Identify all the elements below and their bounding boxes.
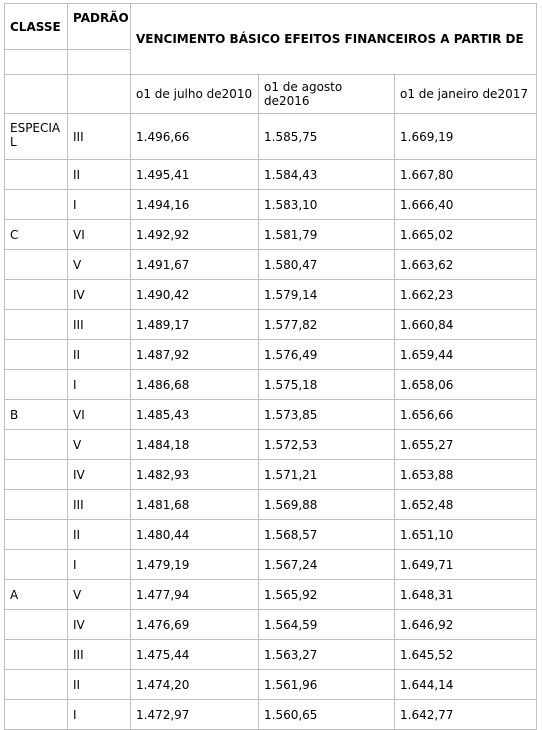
- date-header-2010: o1 de julho de2010: [131, 75, 259, 114]
- value-2010-cell: 1.475,44: [131, 640, 259, 670]
- value-2017-cell: 1.642,77: [395, 700, 537, 730]
- table-row: [5, 160, 537, 190]
- classe-cell: [5, 550, 68, 580]
- value-2016-cell: 1.560,65: [259, 700, 395, 730]
- classe-cell: [5, 460, 68, 490]
- table-row: [5, 340, 537, 370]
- classe-cell: [5, 340, 68, 370]
- value-2017-cell: 1.656,66: [395, 400, 537, 430]
- table-row: [5, 700, 537, 730]
- padrao-cell: I: [68, 550, 131, 580]
- classe-cell: [5, 280, 68, 310]
- empty-cell: [68, 75, 131, 114]
- classe-cell: [5, 430, 68, 460]
- date-header-row: [5, 75, 537, 114]
- padrao-cell: II: [68, 520, 131, 550]
- value-2017-cell: 1.645,52: [395, 640, 537, 670]
- salary-table-wrapper: [4, 3, 537, 730]
- value-2016-cell: 1.572,53: [259, 430, 395, 460]
- padrao-cell: V: [68, 250, 131, 280]
- value-2016-cell: 1.571,21: [259, 460, 395, 490]
- value-2017-cell: 1.646,92: [395, 610, 537, 640]
- value-2016-cell: 1.565,92: [259, 580, 395, 610]
- value-2010-cell: 1.477,94: [131, 580, 259, 610]
- value-2017-cell: 1.649,71: [395, 550, 537, 580]
- value-2010-cell: 1.495,41: [131, 160, 259, 190]
- value-2017-cell: 1.666,40: [395, 190, 537, 220]
- table-row: [5, 550, 537, 580]
- table-row: [5, 610, 537, 640]
- table-row: [5, 220, 537, 250]
- value-2016-cell: 1.579,14: [259, 280, 395, 310]
- value-2017-cell: 1.660,84: [395, 310, 537, 340]
- padrao-cell: II: [68, 670, 131, 700]
- value-2016-cell: 1.576,49: [259, 340, 395, 370]
- table-row: [5, 250, 537, 280]
- value-2010-cell: 1.487,92: [131, 340, 259, 370]
- padrao-cell: II: [68, 160, 131, 190]
- padrao-cell: III: [68, 490, 131, 520]
- value-2017-cell: 1.665,02: [395, 220, 537, 250]
- value-2016-cell: 1.583,10: [259, 190, 395, 220]
- value-2010-cell: 1.484,18: [131, 430, 259, 460]
- value-2016-cell: 1.575,18: [259, 370, 395, 400]
- salary-table-body: [5, 4, 537, 730]
- value-2010-cell: 1.494,16: [131, 190, 259, 220]
- empty-cell: [68, 50, 131, 75]
- value-2010-cell: 1.472,97: [131, 700, 259, 730]
- padrao-cell: VI: [68, 220, 131, 250]
- value-2010-cell: 1.476,69: [131, 610, 259, 640]
- value-2016-cell: 1.563,27: [259, 640, 395, 670]
- classe-cell: [5, 640, 68, 670]
- value-2016-cell: 1.561,96: [259, 670, 395, 700]
- table-row: [5, 114, 537, 160]
- classe-cell: [5, 310, 68, 340]
- value-2017-cell: 1.669,19: [395, 114, 537, 160]
- value-2017-cell: 1.652,48: [395, 490, 537, 520]
- classe-cell: [5, 190, 68, 220]
- classe-cell: B: [5, 400, 68, 430]
- table-row: [5, 400, 537, 430]
- padrao-cell: V: [68, 430, 131, 460]
- classe-cell: A: [5, 580, 68, 610]
- padrao-cell: IV: [68, 280, 131, 310]
- table-row: [5, 490, 537, 520]
- table-row: [5, 520, 537, 550]
- classe-cell: [5, 160, 68, 190]
- value-2010-cell: 1.490,42: [131, 280, 259, 310]
- value-2016-cell: 1.569,88: [259, 490, 395, 520]
- value-2010-cell: 1.482,93: [131, 460, 259, 490]
- table-row: [5, 640, 537, 670]
- value-2017-cell: 1.662,23: [395, 280, 537, 310]
- classe-cell: [5, 670, 68, 700]
- padrao-cell: I: [68, 370, 131, 400]
- date-header-2016: o1 de agosto de2016: [259, 75, 395, 114]
- table-row: [5, 370, 537, 400]
- value-2010-cell: 1.485,43: [131, 400, 259, 430]
- padrao-cell: I: [68, 190, 131, 220]
- classe-cell: [5, 700, 68, 730]
- value-2010-cell: 1.496,66: [131, 114, 259, 160]
- padrao-cell: IV: [68, 610, 131, 640]
- value-2016-cell: 1.564,59: [259, 610, 395, 640]
- classe-cell: [5, 250, 68, 280]
- vencimento-header: VENCIMENTO BÁSICO EFEITOS FINANCEIROS A PARTIR DE: [131, 4, 537, 75]
- padrao-cell: III: [68, 640, 131, 670]
- empty-cell: [5, 75, 68, 114]
- classe-cell: [5, 370, 68, 400]
- value-2016-cell: 1.567,24: [259, 550, 395, 580]
- value-2016-cell: 1.573,85: [259, 400, 395, 430]
- classe-cell: [5, 520, 68, 550]
- value-2017-cell: 1.651,10: [395, 520, 537, 550]
- value-2017-cell: 1.663,62: [395, 250, 537, 280]
- padrao-header: PADRÃO: [68, 4, 131, 50]
- value-2016-cell: 1.568,57: [259, 520, 395, 550]
- classe-cell: [5, 610, 68, 640]
- padrao-cell: III: [68, 310, 131, 340]
- table-row: [5, 430, 537, 460]
- value-2017-cell: 1.644,14: [395, 670, 537, 700]
- table-row: [5, 190, 537, 220]
- value-2016-cell: 1.585,75: [259, 114, 395, 160]
- value-2017-cell: 1.659,44: [395, 340, 537, 370]
- table-row: [5, 280, 537, 310]
- classe-cell: [5, 490, 68, 520]
- date-header-2017: o1 de janeiro de2017: [395, 75, 537, 114]
- empty-cell: [5, 50, 68, 75]
- table-row: [5, 580, 537, 610]
- value-2010-cell: 1.491,67: [131, 250, 259, 280]
- value-2010-cell: 1.474,20: [131, 670, 259, 700]
- value-2010-cell: 1.481,68: [131, 490, 259, 520]
- value-2016-cell: 1.584,43: [259, 160, 395, 190]
- padrao-cell: IV: [68, 460, 131, 490]
- classe-cell: ESPECIAL: [5, 114, 68, 160]
- padrao-cell: II: [68, 340, 131, 370]
- table-row: [5, 670, 537, 700]
- value-2016-cell: 1.580,47: [259, 250, 395, 280]
- value-2017-cell: 1.653,88: [395, 460, 537, 490]
- value-2010-cell: 1.489,17: [131, 310, 259, 340]
- value-2010-cell: 1.480,44: [131, 520, 259, 550]
- value-2017-cell: 1.655,27: [395, 430, 537, 460]
- padrao-cell: V: [68, 580, 131, 610]
- value-2017-cell: 1.658,06: [395, 370, 537, 400]
- padrao-cell: III: [68, 114, 131, 160]
- value-2010-cell: 1.479,19: [131, 550, 259, 580]
- padrao-cell: VI: [68, 400, 131, 430]
- value-2010-cell: 1.486,68: [131, 370, 259, 400]
- header-row: [5, 4, 537, 50]
- classe-cell: C: [5, 220, 68, 250]
- value-2010-cell: 1.492,92: [131, 220, 259, 250]
- table-row: [5, 310, 537, 340]
- padrao-cell: I: [68, 700, 131, 730]
- salary-table: [4, 3, 537, 730]
- table-row: [5, 460, 537, 490]
- value-2016-cell: 1.577,82: [259, 310, 395, 340]
- value-2017-cell: 1.648,31: [395, 580, 537, 610]
- value-2016-cell: 1.581,79: [259, 220, 395, 250]
- value-2017-cell: 1.667,80: [395, 160, 537, 190]
- classe-header: CLASSE: [5, 4, 68, 50]
